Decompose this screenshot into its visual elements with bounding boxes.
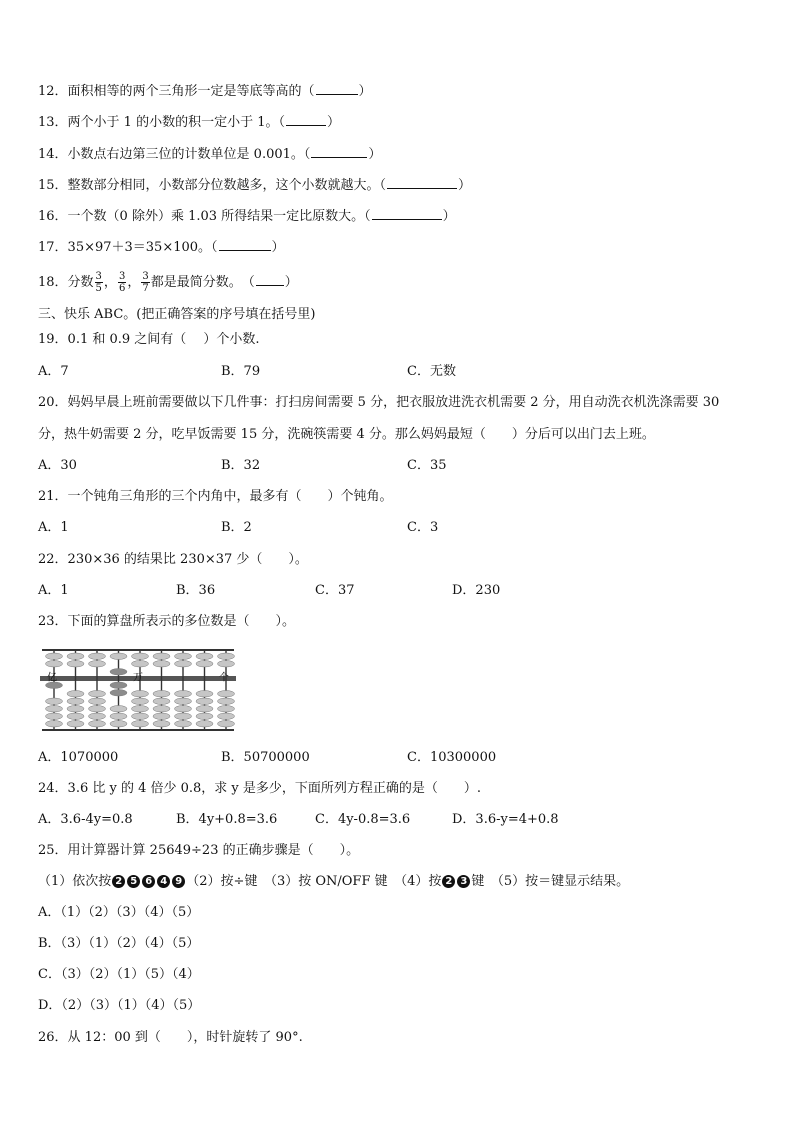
option-a[interactable]: A．1 [38, 583, 69, 598]
question-20-line2: 分，热牛奶需要 2 分，吃早饭需要 15 分，洗碗筷需要 4 分。那么妈妈最短（ ）分后可以出门去上班。 [38, 427, 655, 442]
question-16: 16．一个数（0 除外）乘 1.03 所得结果一定比原数大。（ ） [38, 209, 456, 224]
question-26: 26．从 12：00 到（ ），时针旋转了 90°. [38, 1030, 303, 1045]
option-a[interactable]: A．30 [38, 458, 77, 473]
question-19: 19．0.1 和 0.9 之间有（ ）个小数. [38, 332, 260, 347]
abacus-bead [153, 661, 170, 668]
abacus-bead [89, 713, 106, 720]
fraction: $\frac{3}{6}$ [118, 271, 126, 294]
answer-blank[interactable] [219, 238, 271, 251]
abacus-place-label: 亿 [47, 672, 57, 684]
abacus-bead [196, 706, 213, 713]
question-21-options [38, 519, 758, 537]
abacus-bead [132, 721, 149, 728]
abacus-bead [67, 691, 84, 698]
answer-blank[interactable] [387, 176, 457, 189]
abacus-bead [89, 653, 106, 660]
abacus-bead [67, 713, 84, 720]
abacus-bead [196, 713, 213, 720]
abacus-bead [218, 706, 235, 713]
option-b[interactable]: B．32 [221, 458, 261, 473]
question-14: 14．小数点右边第三位的计数单位是 0.001。（ ） [38, 147, 382, 162]
abacus-place-label: 万 [133, 672, 143, 684]
abacus-bead [175, 653, 192, 660]
abacus-bead [132, 706, 149, 713]
abacus-bead [110, 653, 127, 660]
abacus-bead [89, 691, 106, 698]
question-24: 24．3.6 比 y 的 4 倍少 0.8，求 y 是多少，下面所列方程正确的是（ ）. [38, 781, 482, 796]
abacus-bead [153, 713, 170, 720]
question-24-options [38, 811, 758, 829]
abacus-bead [110, 721, 127, 728]
question-21: 21．一个钝角三角形的三个内角中，最多有（ ）个钝角。 [38, 489, 393, 504]
option-c[interactable]: C．35 [407, 458, 447, 473]
option-b[interactable]: B．36 [176, 583, 216, 598]
abacus-bead [218, 713, 235, 720]
abacus-top-bar [42, 649, 234, 651]
option-b[interactable]: B．4y+0.8=3.6 [176, 812, 278, 827]
question-20-line1: 20．妈妈早晨上班前需要做以下几件事：打扫房间需要 5 分，把衣服放进洗衣机需要 2 分，用自动洗衣机洗涤需要 30 [38, 395, 720, 410]
abacus-bead [196, 721, 213, 728]
option-c[interactable]: C．（3）（2）（1）（5）（4） [38, 967, 200, 982]
option-a[interactable]: A．1070000 [38, 750, 119, 765]
question-15: 15．整数部分相同，小数部分位数越多，这个小数就越大。（ ） [38, 178, 472, 193]
abacus-bead [46, 661, 63, 668]
option-a[interactable]: A．3.6-4y=0.8 [38, 812, 133, 827]
option-b[interactable]: B．2 [221, 520, 252, 535]
option-c[interactable]: C．10300000 [407, 750, 497, 765]
calculator-steps: （1）依次按 2 5 6 4 9 （2）按÷键 （3）按 ON/OFF 键 （4）按 2 3 键 （5）按＝键显示结果。 [38, 874, 630, 889]
key-9-icon: 9 [172, 875, 185, 888]
abacus-bead [132, 713, 149, 720]
abacus-bottom-bar [42, 729, 234, 731]
abacus-bead [218, 653, 235, 660]
abacus-bead [46, 721, 63, 728]
section-heading: 三、快乐 ABC。(把正确答案的序号填在括号里) [38, 307, 316, 322]
abacus-bead [110, 706, 127, 713]
question-19-options [38, 363, 758, 381]
question-20-options [38, 457, 758, 475]
key-5-icon: 5 [127, 875, 140, 888]
option-c[interactable]: C．4y-0.8=3.6 [315, 812, 411, 827]
abacus-bead [46, 698, 63, 705]
option-c[interactable]: C．3 [407, 520, 439, 535]
abacus-bead [218, 691, 235, 698]
question-22: 22．230×36 的结果比 230×37 少（ ）。 [38, 552, 308, 567]
question-12: 12．面积相等的两个三角形一定是等底等高的（ ） [38, 84, 372, 99]
abacus-bead [46, 653, 63, 660]
option-a[interactable]: A．7 [38, 364, 69, 379]
abacus-bead [175, 698, 192, 705]
abacus-bead [89, 661, 106, 668]
abacus-bead [110, 713, 127, 720]
option-d[interactable]: D．230 [452, 583, 501, 598]
option-b[interactable]: B．50700000 [221, 750, 310, 765]
abacus-bead [67, 698, 84, 705]
abacus-bead [175, 691, 192, 698]
abacus-bead [153, 698, 170, 705]
abacus-bead [218, 661, 235, 668]
key-6-icon: 6 [142, 875, 155, 888]
option-a[interactable]: A．（1）（2）（3）（4）（5） [38, 905, 200, 920]
question-23: 23．下面的算盘所表示的多位数是（ ）。 [38, 614, 296, 629]
abacus-bead [67, 721, 84, 728]
question-25: 25．用计算器计算 25649÷23 的正确步骤是（ ）。 [38, 843, 360, 858]
abacus-bead [153, 691, 170, 698]
option-d[interactable]: D．3.6-y=4+0.8 [452, 812, 559, 827]
abacus-place-label: 个 [219, 672, 229, 684]
abacus-bead [153, 706, 170, 713]
abacus-bead [67, 661, 84, 668]
fraction: $\frac{3}{5}$ [95, 271, 102, 294]
abacus-bead [89, 706, 106, 713]
abacus-bead [175, 661, 192, 668]
option-b[interactable]: B．79 [221, 364, 261, 379]
fraction: $\frac{3}{7}$ [142, 271, 149, 294]
answer-blank[interactable] [286, 113, 326, 126]
question-23-options [38, 749, 758, 767]
abacus-bead [46, 706, 63, 713]
answer-blank[interactable] [372, 207, 442, 220]
question-13: 13．两个小于 1 的小数的积一定小于 1。（ ） [38, 115, 340, 130]
abacus-bead [196, 661, 213, 668]
abacus-bead [175, 713, 192, 720]
question-22-options [38, 582, 758, 600]
abacus-bead [132, 653, 149, 660]
abacus-bead [196, 691, 213, 698]
abacus-bead [196, 698, 213, 705]
abacus-bead [67, 706, 84, 713]
option-c[interactable]: C．37 [315, 583, 355, 598]
abacus-bead [132, 691, 149, 698]
abacus-bead [110, 682, 127, 689]
key-4-icon: 4 [157, 875, 170, 888]
question-17: 17．35×97＋3＝35×100。（ ） [38, 240, 285, 255]
abacus-image [40, 648, 236, 732]
abacus-bead [132, 661, 149, 668]
option-a[interactable]: A．1 [38, 520, 69, 535]
key-3-icon: 3 [457, 875, 470, 888]
abacus-bead [132, 698, 149, 705]
abacus-bead [46, 713, 63, 720]
abacus-bead [153, 653, 170, 660]
option-b[interactable]: B．（3）（1）（2）（4）（5） [38, 936, 200, 951]
question-18: 18．分数 $\frac{3}{5}$ ， $\frac{3}{6}$ ， $\frac{3}{7}$ 都是最简分数。 （ ） [38, 271, 298, 294]
abacus-bead [175, 721, 192, 728]
abacus-bead [175, 706, 192, 713]
key-2-icon: 2 [112, 875, 125, 888]
option-d[interactable]: D．（2）（3）（1）（4）（5） [38, 998, 201, 1013]
answer-blank[interactable] [256, 273, 284, 286]
abacus-bead [153, 721, 170, 728]
abacus-bead [67, 653, 84, 660]
abacus-bead [110, 690, 127, 697]
abacus-bead [218, 698, 235, 705]
abacus-bead [218, 721, 235, 728]
key-2-icon: 2 [442, 875, 455, 888]
option-c[interactable]: C．无数 [407, 364, 456, 379]
abacus-bead [196, 653, 213, 660]
abacus-bead [110, 669, 127, 676]
answer-blank[interactable] [316, 82, 358, 95]
answer-blank[interactable] [311, 145, 367, 158]
abacus-bead [89, 698, 106, 705]
abacus-bead [89, 721, 106, 728]
